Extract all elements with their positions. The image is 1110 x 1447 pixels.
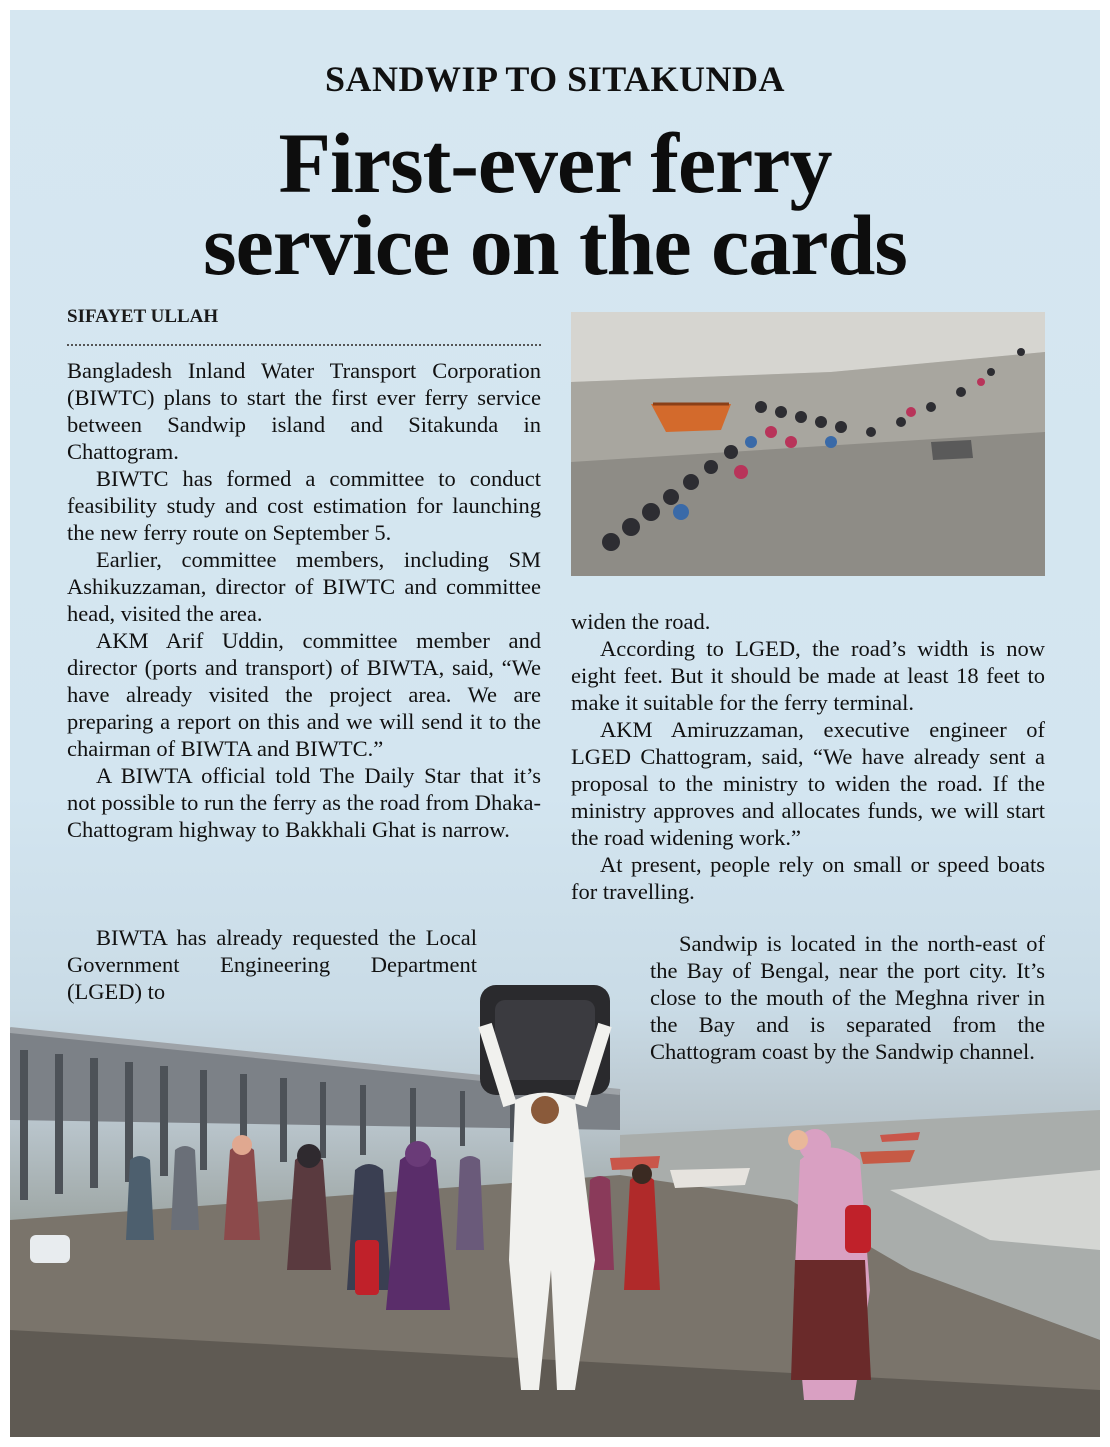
paragraph: According to LGED, the road’s width is now eight feet. But it should be made at least 18 feet to make it suitable for the ferry terminal. bbox=[571, 636, 1045, 715]
headline bbox=[10, 115, 1100, 293]
headline-line-1: First-ever ferry bbox=[278, 115, 832, 211]
paragraph: At present, people rely on small or speed boats for travelling. bbox=[571, 852, 1045, 904]
paragraph: AKM Amiruzzaman, executive engineer of LGED Chattogram, said, “We have already sent a proposal to the ministry to widen the road. If the ministry approves and allocates funds, we will start the road widening work.” bbox=[571, 717, 1045, 850]
paragraph: A BIWTA official told The Daily Star that it’s not possible to run the ferry as the road from Dhaka-Chattogram highway to Bakkhali Ghat is narrow. bbox=[67, 763, 541, 842]
kicker: SANDWIP TO SITAKUNDA bbox=[324, 59, 786, 99]
paragraph: widen the road. bbox=[571, 609, 711, 634]
byline: SIFAYET ULLAH bbox=[67, 306, 219, 327]
newspaper-page bbox=[10, 10, 1100, 1437]
paragraph: BIWTA has already requested the Local Government Engineering Department (LGED) to bbox=[67, 925, 477, 1004]
paragraph: AKM Arif Uddin, committee member and director (ports and transport) of BIWTA, said, “We have already visited the project area. We are preparing a report on this and we will send it to the chairman of BIWTA and BIWTC.” bbox=[67, 628, 541, 761]
paragraph: Sandwip is located in the north-east of the Bay of Bengal, near the port city. It’s close to the mouth of the Meghna river in the Bay and is separated from the Chattogram coast by the Sandwip channel. bbox=[650, 931, 1045, 1064]
article-column-1-tail bbox=[67, 924, 477, 1005]
headline-line-2: service on the cards bbox=[203, 197, 907, 293]
article-column-2 bbox=[571, 608, 1045, 905]
paragraph: BIWTC has formed a committee to conduct feasibility study and cost estimation for launching the new ferry route on September 5. bbox=[67, 466, 541, 545]
article-column-2-tail bbox=[650, 930, 1045, 1065]
paragraph: Earlier, committee members, including SM Ashikuzzaman, director of BIWTC and committee head, visited the area. bbox=[67, 547, 541, 626]
byline-divider bbox=[67, 344, 541, 346]
ferry-crowd-photo bbox=[571, 312, 1045, 576]
article-column-1 bbox=[67, 357, 541, 843]
paragraph: Bangladesh Inland Water Transport Corporation (BIWTC) plans to start the first ever ferry service between Sandwip island and Sitakunda in Chattogram. bbox=[67, 358, 541, 464]
